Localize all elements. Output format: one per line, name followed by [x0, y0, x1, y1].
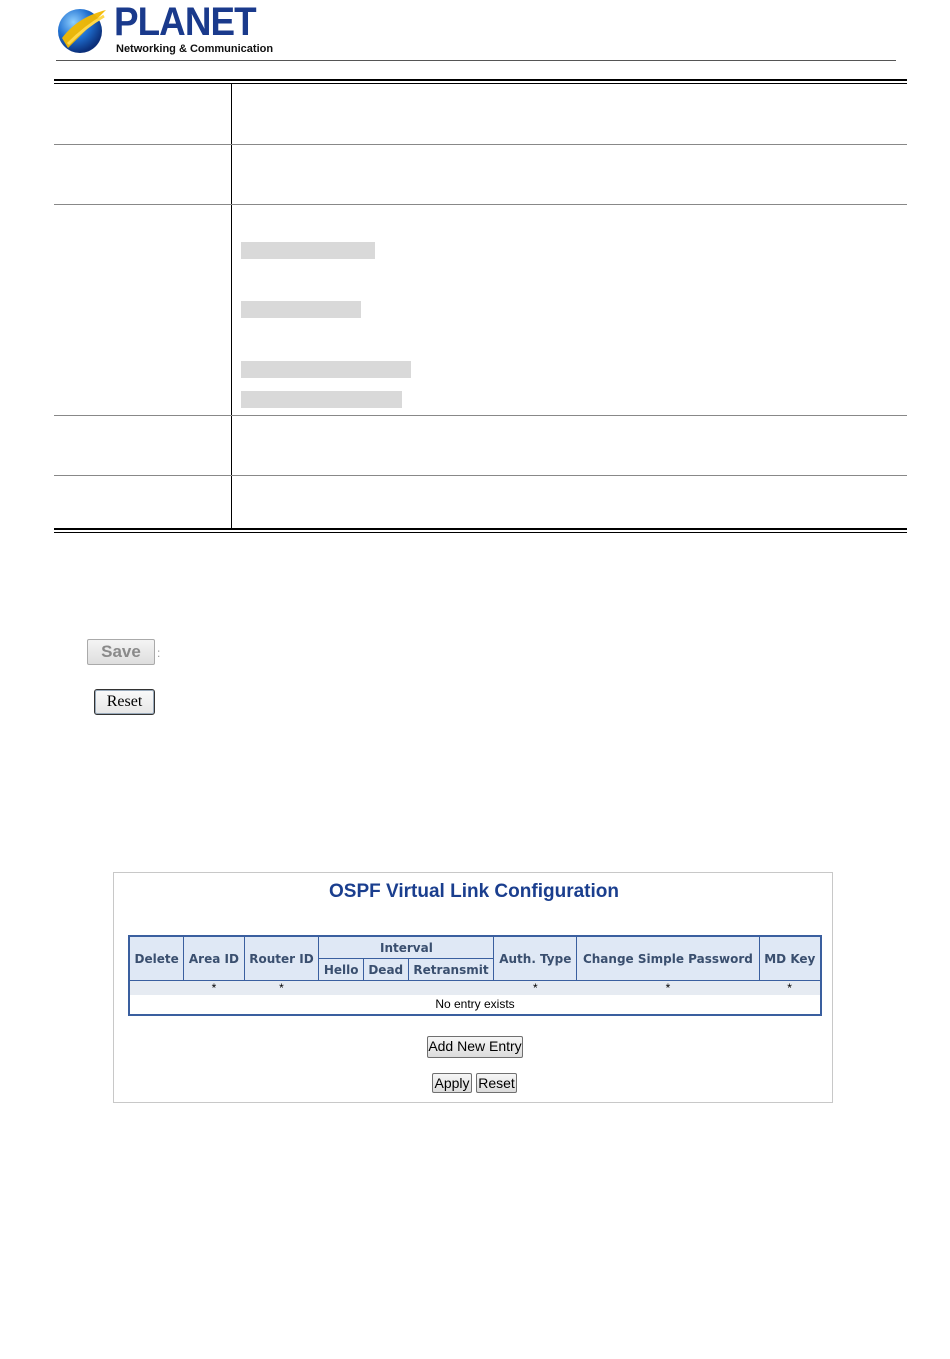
- required-star: *: [184, 981, 244, 996]
- table-column-divider: [231, 84, 232, 528]
- col-router-id: Router ID: [244, 936, 319, 981]
- panel-title: OSPF Virtual Link Configuration: [329, 881, 619, 902]
- table-row: [129, 995, 821, 1015]
- planet-logo: [56, 0, 274, 58]
- col-delete: Delete: [129, 936, 184, 981]
- table-row-divider: [54, 475, 907, 476]
- virtual-link-table: [128, 935, 822, 1016]
- cell-empty: [129, 981, 184, 996]
- brand-wordmark: PLANET: [114, 0, 256, 44]
- col-interval: Interval: [319, 936, 494, 959]
- table-row: [129, 981, 821, 996]
- cell-empty: [363, 981, 408, 996]
- reset-button[interactable]: Reset: [94, 689, 155, 715]
- empty-message: No entry exists: [129, 995, 821, 1015]
- col-retransmit: Retransmit: [408, 959, 494, 981]
- required-star: *: [759, 981, 821, 996]
- table-bottom-rule: [54, 528, 907, 530]
- redacted-text-bar: [241, 301, 361, 318]
- table-bottom-rule-inner: [54, 532, 907, 533]
- redacted-text-bar: [241, 391, 402, 408]
- redacted-text-bar: [241, 242, 375, 259]
- col-dead: Dead: [363, 959, 408, 981]
- ospf-virtual-link-panel: [113, 872, 833, 1103]
- redacted-text-bar: [241, 361, 411, 378]
- table-top-rule-inner: [54, 83, 907, 84]
- brand-tagline: Networking & Communication: [116, 43, 274, 55]
- table-row-divider: [54, 204, 907, 205]
- col-hello: Hello: [319, 959, 364, 981]
- cell-empty: [408, 981, 494, 996]
- col-auth-type: Auth. Type: [494, 936, 577, 981]
- apply-button[interactable]: Apply: [432, 1073, 472, 1093]
- col-area-id: Area ID: [184, 936, 244, 981]
- required-star: *: [244, 981, 319, 996]
- required-star: *: [494, 981, 577, 996]
- globe-icon: [56, 4, 108, 56]
- header-divider: [56, 60, 896, 61]
- save-colon: :: [157, 646, 161, 660]
- table-row-divider: [54, 415, 907, 416]
- table-row-divider: [54, 144, 907, 145]
- col-md-key: MD Key: [759, 936, 821, 981]
- required-star: *: [577, 981, 759, 996]
- table-top-rule: [54, 79, 907, 81]
- parameter-table: [54, 79, 907, 534]
- col-change-simple-password: Change Simple Password: [577, 936, 759, 981]
- panel-reset-button[interactable]: Reset: [476, 1073, 517, 1093]
- cell-empty: [319, 981, 364, 996]
- add-new-entry-button[interactable]: Add New Entry: [427, 1036, 523, 1058]
- save-button[interactable]: Save: [87, 639, 155, 665]
